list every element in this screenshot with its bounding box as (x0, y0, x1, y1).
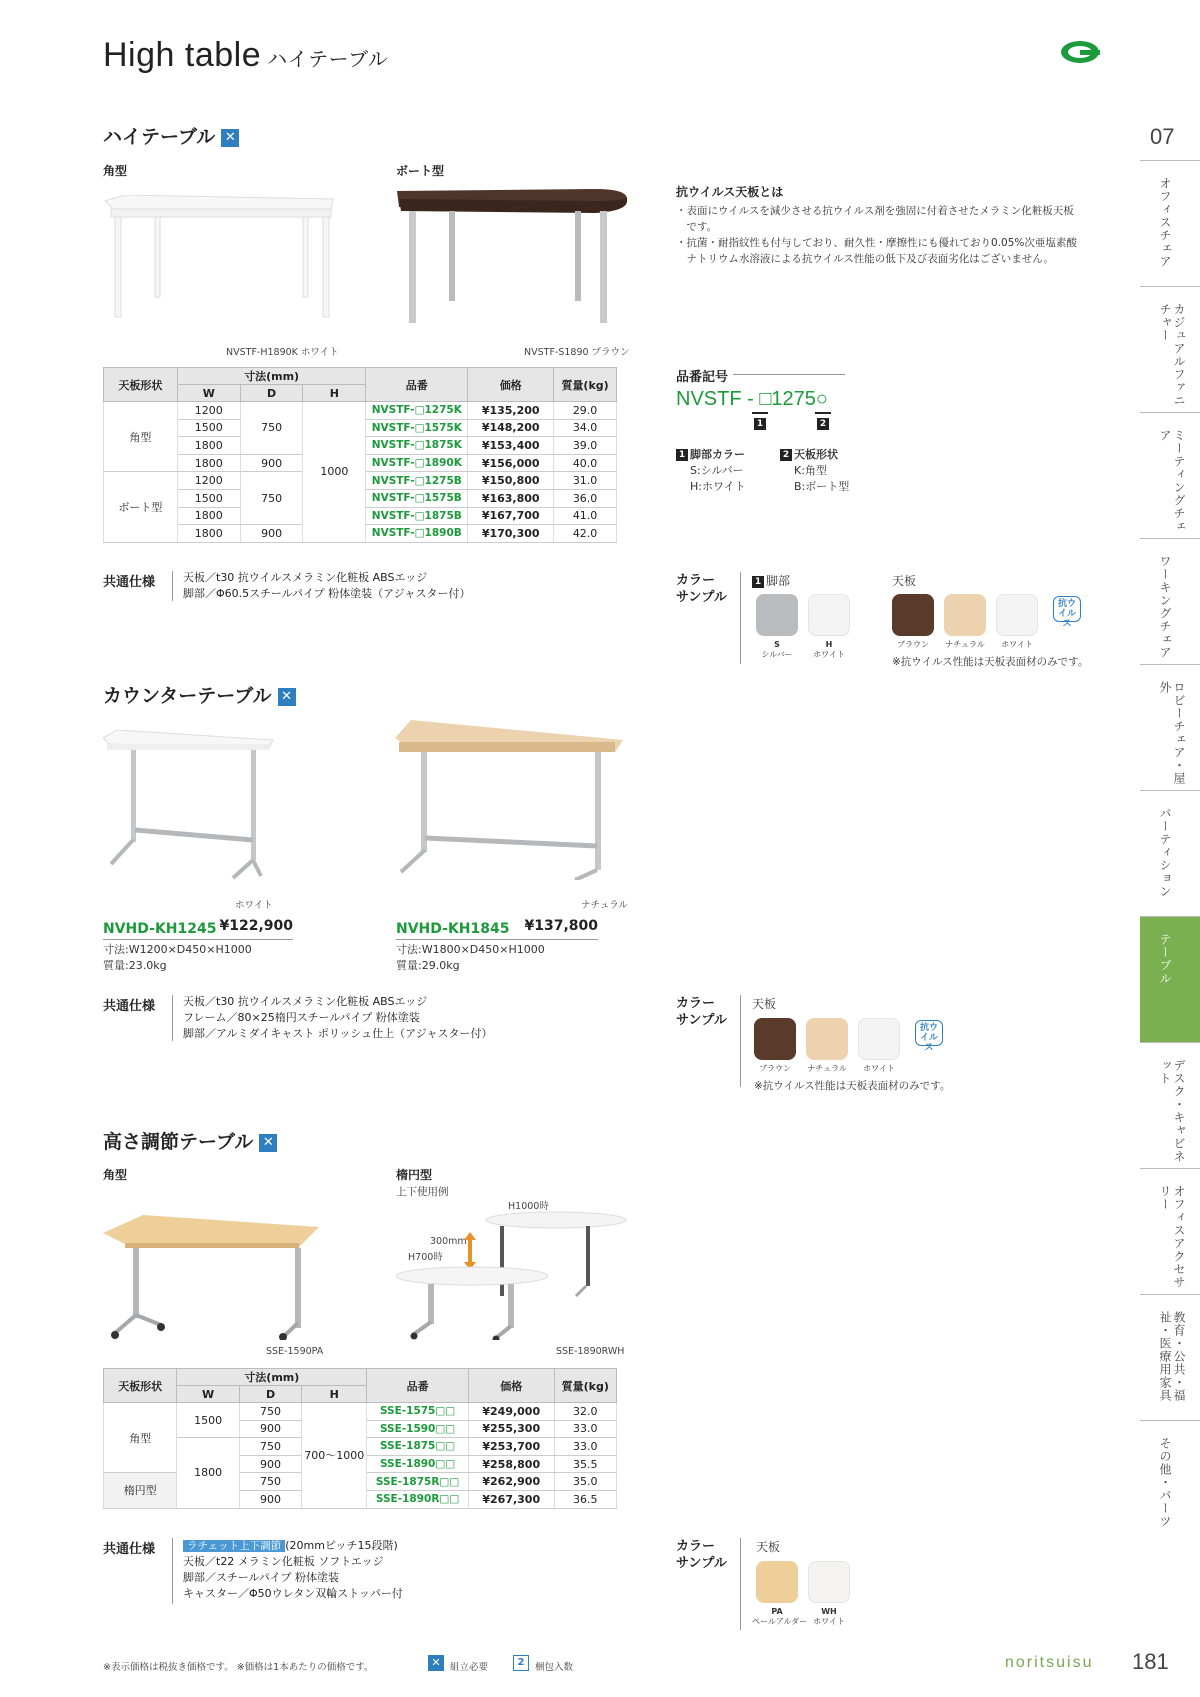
shape-legend: 2 天板形状 K:角型 B:ボート型 (780, 447, 849, 495)
product-counter-2-detail: 寸法:W1800×D450×H1000 質量:29.0kg (396, 943, 545, 972)
top-color-heading: 天板 (892, 574, 917, 588)
brand-name: noritsuisu (1005, 1654, 1094, 1671)
swatch-label: シルバー (761, 650, 793, 659)
leg-color-legend: 1 脚部カラー S:シルバー H:ホワイト (676, 447, 746, 495)
sidebar-item[interactable] (1140, 664, 1200, 790)
swatch-silver (756, 594, 798, 636)
assembly-required-icon: ✕ (259, 1134, 277, 1152)
height-range-label: 300mm (430, 1236, 467, 1247)
image-caption: NVSTF-H1890K ホワイト (226, 347, 339, 358)
type-label-square: 角型 (103, 164, 128, 178)
sidebar-item[interactable] (1140, 1294, 1200, 1420)
table-row: 1800 900 NVSTF-□1890K ¥156,000 40.0 (104, 454, 617, 472)
product-counter-2: NVHD-KH1845 ¥137,800 (396, 918, 598, 940)
price-table-hightable: 天板形状 寸法(mm) 品番 価格 質量(kg) W D H 角型 1200 750 1000 NVSTF-□1275K ¥135,200 29.0 1500 NVSTF-□1575K ¥148,200 34.0 1800 NVSTF-□1875K ¥153,400 39.0 1800 900 NVSTF-□1890K ¥156,000 40.0 ボート型 1200 750 NVSTF-□1275B ¥150,800 31.0 1500 NVSTF-□1575B ¥163,800 36.0 1800 NVSTF-□1875B ¥167,700 41.0 1800 900 NVSTF-□1890B ¥170,300 42.0 (103, 367, 617, 543)
product-counter-1-detail: 寸法:W1200×D450×H1000 質量:23.0kg (103, 943, 252, 972)
table-row: 900 SSE-1890□□ ¥258,800 35.5 (104, 1455, 617, 1473)
swatch-label: ナチュラル (945, 640, 985, 649)
color-sample-label: カラー サンプル (676, 996, 727, 1028)
swatch-label: ナチュラル (807, 1064, 847, 1073)
sidebar-item[interactable] (1140, 160, 1200, 286)
antivirus-badge-icon: 抗ウイルス (915, 1020, 943, 1046)
sidebar-item-label: ロビーチェア・屋外 (1158, 681, 1186, 785)
antivirus-note: ※抗ウイルス性能は天板表面材のみです。 (892, 656, 1089, 668)
table-row: 1800 NVSTF-□1875B ¥167,700 41.0 (104, 507, 617, 525)
table-row: 1500 NVSTF-□1575B ¥163,800 36.0 (104, 489, 617, 507)
sidebar-item-label: ワーキングチェア (1158, 555, 1172, 659)
assembly-required-icon: ✕ (278, 688, 296, 706)
image-caption: SSE-1890RWH (556, 1346, 625, 1357)
product-image-adjustable-square (103, 1215, 323, 1340)
antivirus-title: 抗ウイルス天板とは (676, 185, 784, 199)
assembly-required-icon: ✕ (428, 1655, 444, 1671)
sidebar-item-label: テーブル (1158, 933, 1172, 985)
table-row: 900 SSE-1890R□□ ¥267,300 36.5 (104, 1490, 617, 1508)
sidebar-item-label: パーティション (1158, 807, 1172, 898)
swatch-label: ホワイト (813, 650, 845, 659)
swatch-white (808, 594, 850, 636)
swatch-white (996, 594, 1038, 636)
color-sample-label: カラー サンプル (676, 1539, 727, 1571)
table-row: 1500 NVSTF-□1575K ¥148,200 34.0 (104, 419, 617, 437)
leg-color-heading: 1 脚部 (752, 573, 790, 589)
image-caption: ホワイト (235, 900, 273, 911)
code-marker-2: 2 (817, 418, 829, 430)
table-row: 楕円型 750 SSE-1875R□□ ¥262,900 35.0 (104, 1473, 617, 1491)
image-caption: NVSTF-S1890 ブラウン (524, 347, 630, 358)
swatch-label: ホワイト (863, 1064, 895, 1073)
table-row: 900 SSE-1590□□ ¥255,300 33.0 (104, 1420, 617, 1438)
antivirus-badge-icon: 抗ウイルス (1053, 596, 1081, 622)
sidebar-item[interactable] (1140, 916, 1200, 1042)
swatch-label: S (774, 640, 780, 649)
swatch-label: ホワイト (813, 1617, 845, 1626)
spec-text: 天板／t30 抗ウイルスメラミン化粧板 ABSエッジ 脚部／Φ60.5スチールパイプ 粉体塗装（アジャスター付） (183, 571, 471, 600)
spec-label: 共通仕様 (103, 999, 156, 1014)
sidebar-item-label: ミーティングチェア (1158, 429, 1186, 533)
chapter-number: 07 (1150, 124, 1175, 149)
swatch-label: WH (821, 1607, 837, 1616)
usage-label: 上下使用例 (396, 1186, 449, 1198)
type-label-boat: ボート型 (396, 164, 445, 178)
product-counter-1: NVHD-KH1245 ¥122,900 (103, 918, 293, 940)
section-heading-adjustable: 高さ調節テーブル ✕ (103, 1127, 277, 1154)
swatch-label: ブラウン (897, 640, 929, 649)
table-row: 1800 750 SSE-1875□□ ¥253,700 33.0 (104, 1438, 617, 1456)
ratchet-badge: ラチェット上下調節 (183, 1540, 285, 1552)
swatch-white (808, 1561, 850, 1603)
sidebar-item-label: その他・パーツ (1158, 1437, 1172, 1528)
swatch-label: H (825, 640, 833, 649)
swatch-brown (754, 1018, 796, 1060)
height-label-700: H700時 (408, 1252, 443, 1263)
type-label-square: 角型 (103, 1168, 128, 1182)
table-row: 1800 NVSTF-□1875K ¥153,400 39.0 (104, 437, 617, 455)
sidebar-item[interactable] (1140, 286, 1200, 412)
table-row: 1800 900 NVSTF-□1890B ¥170,300 42.0 (104, 525, 617, 543)
sidebar-item-label: デスク・キャビネット (1158, 1059, 1186, 1163)
brand-logo-icon (1060, 40, 1100, 64)
type-label-oval: 楕円型 (396, 1168, 433, 1182)
image-caption: ナチュラル (581, 900, 628, 911)
sidebar-item-label: オフィスアクセサリー (1158, 1185, 1186, 1289)
table-row: 角型 1200 750 1000 NVSTF-□1275K ¥135,200 29.0 (104, 402, 617, 420)
product-image-counter-white (103, 730, 278, 880)
product-image-counter-natural (395, 720, 627, 880)
swatch-natural (944, 594, 986, 636)
top-color-heading: 天板 (752, 997, 777, 1011)
sidebar-item[interactable] (1140, 412, 1200, 538)
spec-text: 天板／t30 抗ウイルスメラミン化粧板 ABSエッジ フレーム／80×25楕円スチールパイプ 粉体塗装 脚部／アルミダイキャスト ポリッシュ仕上（アジャスター付） (183, 995, 493, 1040)
image-caption: SSE-1590PA (266, 1346, 324, 1357)
code-format: NVSTF - □1275○ (676, 388, 828, 410)
swatch-label: PA (771, 1607, 783, 1616)
sidebar-item-label: カジュアルファニチャー (1158, 303, 1186, 407)
sidebar-item[interactable] (1140, 1420, 1200, 1546)
price-table-adjustable: 天板形状 寸法(mm) 品番 価格 質量(kg) W D H 角型 1500 750 700〜1000 SSE-1575□□ ¥249,000 32.0 900 SSE-1590□□ ¥255,300 33.0 1800 750 SSE-1875□□ ¥253,700 33.0 900 SSE-1890□□ ¥258,800 35.5 楕円型 750 SSE-1875R□□ ¥262,900 35.0 900 SSE-1890R□□ ¥267,300 36.5 (103, 1368, 617, 1509)
section-heading-hightable: ハイテーブル ✕ (103, 122, 239, 149)
sidebar-item[interactable] (1140, 790, 1200, 916)
antivirus-text: ・表面にウイルスを減少させる抗ウイルス剤を強固に付着させたメラミン化粧板天板 です。 ・抗菌・耐指紋性も付与しており、耐久性・摩擦性にも優れており0.05%次亜塩素酸 ナトリウム水溶液による抗ウイルス性能の低下及び表面劣化はございません。 (676, 205, 1077, 265)
code-title: 品番記号 (676, 370, 729, 385)
sidebar-item[interactable] (1140, 1042, 1200, 1168)
sidebar-item-label: オフィスチェア (1158, 177, 1172, 268)
table-row: ボート型 1200 750 NVSTF-□1275B ¥150,800 31.0 (104, 472, 617, 490)
sidebar-item[interactable] (1140, 538, 1200, 664)
height-label-1000: H1000時 (508, 1201, 549, 1212)
page-title: High table ハイテーブル (103, 36, 389, 74)
swatch-brown (892, 594, 934, 636)
top-color-heading: 天板 (756, 1540, 781, 1554)
swatch-white (858, 1018, 900, 1060)
swatch-label: ペールアルダー (752, 1617, 808, 1626)
sidebar-item[interactable] (1140, 1168, 1200, 1294)
footer-note: ※表示価格は税抜き価格です。 ※価格は1本あたりの価格です。 (103, 1662, 374, 1673)
assembly-required-icon: ✕ (221, 129, 239, 147)
product-image-square-white (103, 195, 343, 325)
table-row: 角型 1500 750 700〜1000 SSE-1575□□ ¥249,000 32.0 (104, 1403, 617, 1421)
spec-text: ラチェット上下調節 (20mmピッチ15段階) 天板／t22 メラミン化粧板 ソフトエッジ 脚部／スチールパイプ 粉体塗装 キャスター／Φ50ウレタン双輪ストッパー付 (183, 1539, 403, 1600)
code-marker-1: 1 (754, 418, 766, 430)
antivirus-note: ※抗ウイルス性能は天板表面材のみです。 (754, 1080, 951, 1092)
product-image-adjustable-oval (396, 1210, 628, 1340)
swatch-label: ブラウン (759, 1064, 791, 1073)
spec-label: 共通仕様 (103, 575, 156, 590)
spec-label: 共通仕様 (103, 1542, 156, 1557)
legend-assembly: 組立必要 (450, 1662, 489, 1673)
pack-quantity-icon: 2 (513, 1655, 529, 1671)
swatch-label: ホワイト (1001, 640, 1033, 649)
legend-pack: 梱包入数 (535, 1662, 574, 1673)
swatch-natural (806, 1018, 848, 1060)
swatch-pale-alder (756, 1561, 798, 1603)
sidebar-item-label: 教育・公共・福祉・医療用家具 (1158, 1311, 1186, 1402)
product-image-boat-brown (395, 185, 635, 340)
page-number: 181 (1132, 1649, 1169, 1674)
section-heading-counter: カウンターテーブル ✕ (103, 681, 296, 708)
color-sample-label: カラー サンプル (676, 573, 727, 605)
